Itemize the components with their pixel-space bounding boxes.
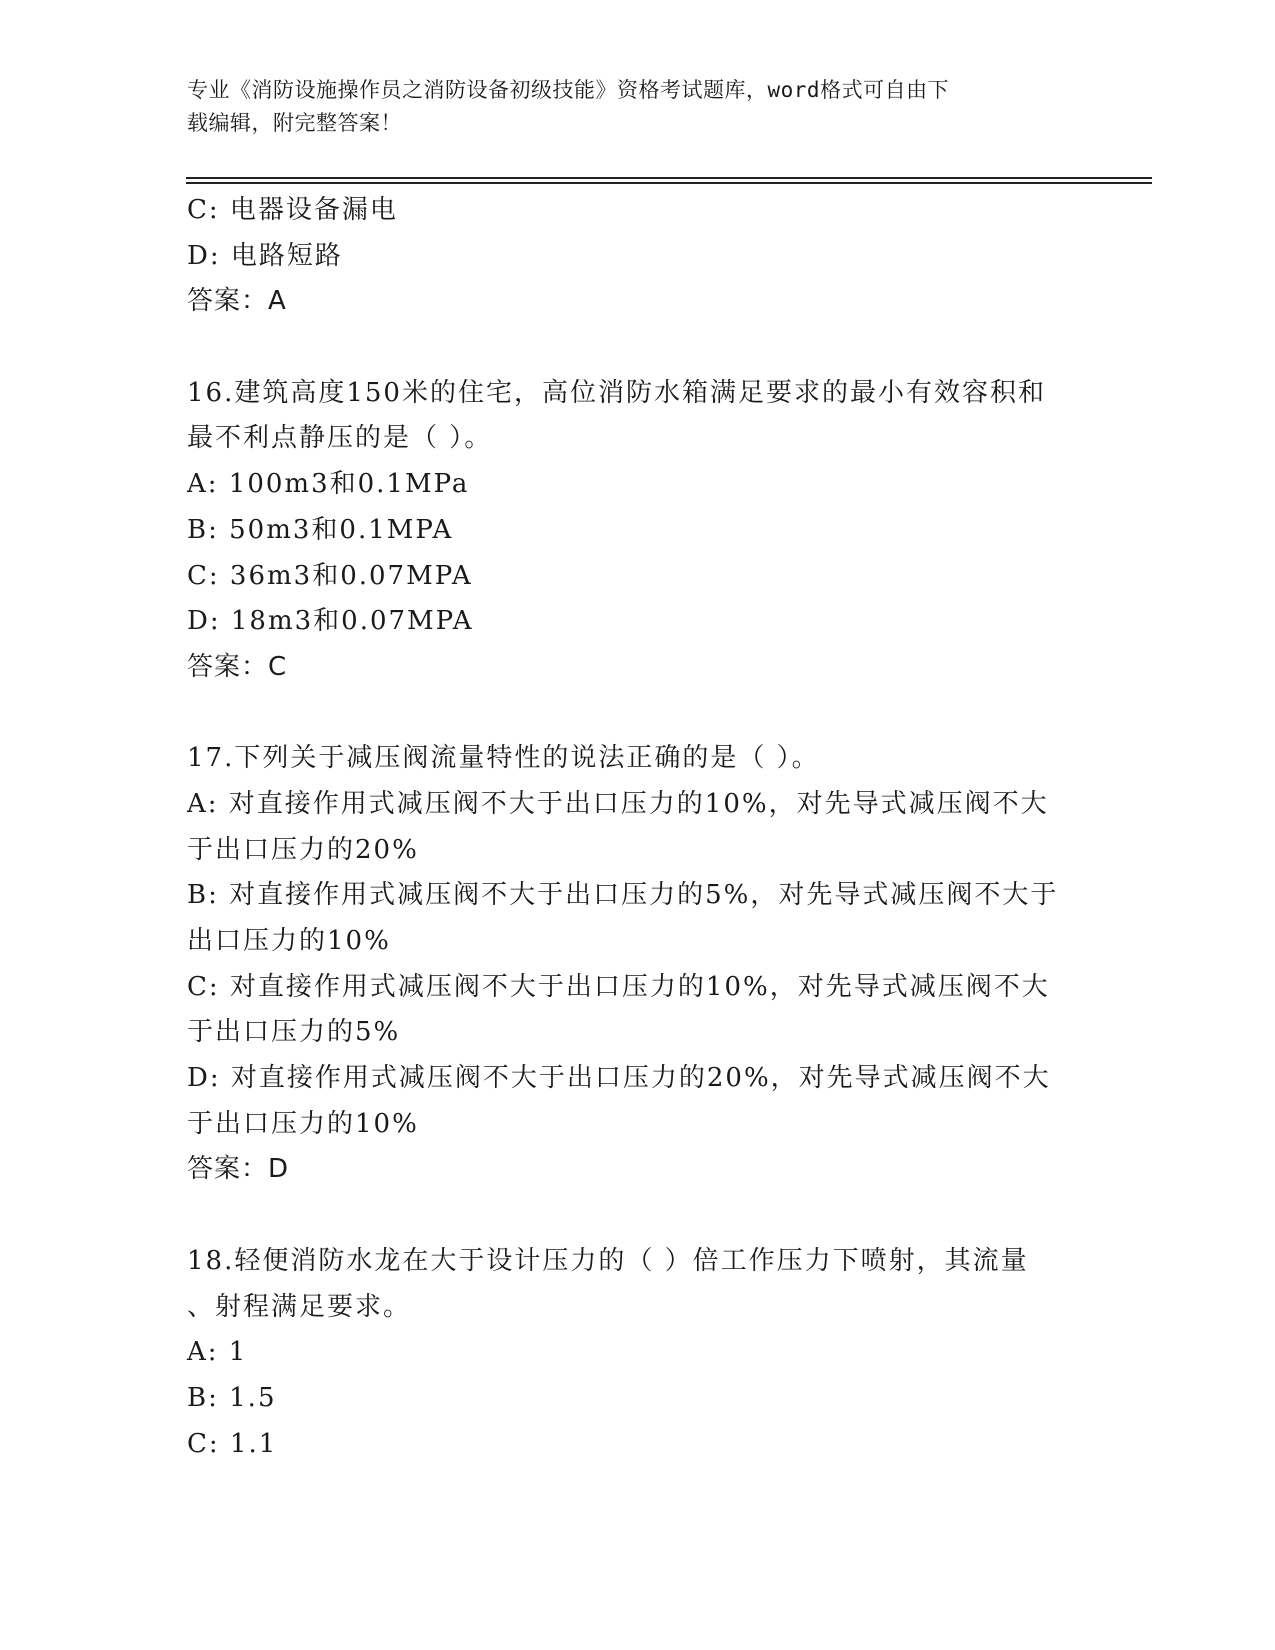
option-c: C: 对直接作用式减压阀不大于出口压力的10%，对先导式减压阀不大 [187,971,1050,1002]
question-stem: 16.建筑高度150米的住宅，高位消防水箱满足要求的最小有效容积和 [187,377,1046,408]
spacer [187,1193,1087,1239]
question-18 [187,1239,1087,1467]
option-c: C: 1.1 [187,1428,278,1459]
option-b: B: 50m3和0.1MPA [187,514,454,545]
answer: 答案：C [187,651,288,682]
option-d: D: 对直接作用式减压阀不大于出口压力的20%，对先导式减压阀不大 [187,1063,1051,1094]
question-stem: 最不利点静压的是（ ）。 [187,423,493,454]
answer: 答案：A [187,286,287,317]
option-d: D: 电路短路 [187,240,343,271]
option-b-continued: 出口压力的10% [187,926,391,956]
spacer [187,691,1087,737]
page-header [187,74,1067,140]
question-15-tail [187,188,1087,325]
header-line-2: 载编辑，附完整答案！ [187,111,402,135]
option-a: A: 100m3和0.1MPa [187,469,470,500]
question-list [187,188,1087,1467]
question-stem: 17.下列关于减压阀流量特性的说法正确的是（ ）。 [187,743,820,774]
option-c-continued: 于出口压力的5% [187,1017,401,1048]
option-a: A: 对直接作用式减压阀不大于出口压力的10%，对先导式减压阀不大 [187,788,1049,819]
option-b: B: 1.5 [187,1382,277,1413]
option-a: A: 1 [187,1337,248,1368]
header-divider-top [186,177,1152,179]
spacer [187,325,1087,371]
option-a-continued: 于出口压力的20% [187,834,419,865]
question-stem: 、射程满足要求。 [187,1291,412,1322]
header-divider-bottom [186,182,1152,184]
answer: 答案：D [187,1154,290,1185]
option-b: B: 对直接作用式减压阀不大于出口压力的5%，对先导式减压阀不大于 [187,880,1059,911]
option-d-continued: 于出口压力的10% [187,1108,419,1139]
header-line-1: 专业《消防设施操作员之消防设备初级技能》资格考试题库，word格式可自由下 [187,78,950,102]
option-c: C: 36m3和0.07MPA [187,560,473,591]
option-d: D: 18m3和0.07MPA [187,606,474,637]
question-stem: 18.轻便消防水龙在大于设计压力的（ ）倍工作压力下喷射，其流量 [187,1245,1029,1276]
option-c: C: 电器设备漏电 [187,195,398,225]
question-16 [187,371,1087,691]
question-17 [187,736,1087,1193]
